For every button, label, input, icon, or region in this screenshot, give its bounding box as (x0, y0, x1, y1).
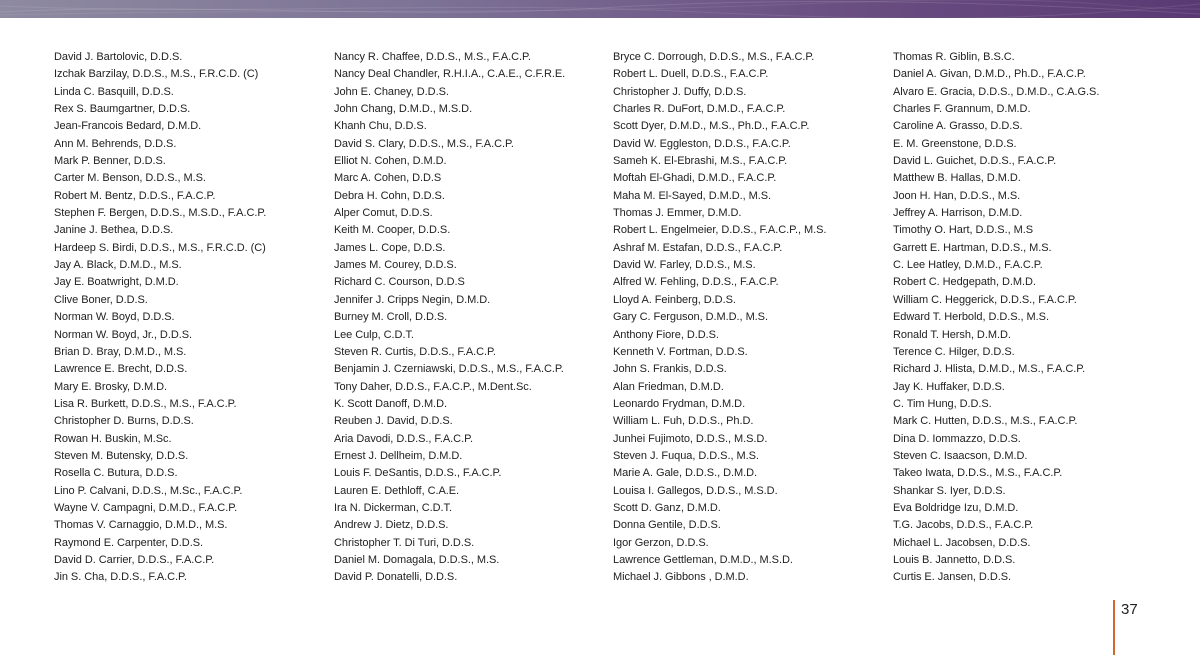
member-name: Alan Friedman, D.M.D. (613, 380, 724, 393)
member-column-2 (334, 49, 565, 587)
member-name: Mark C. Hutten, D.D.S., M.S., F.A.C.P. (893, 415, 1078, 428)
member-name: James M. Courey, D.D.S. (334, 259, 457, 272)
member-name: Ernest J. Dellheim, D.M.D. (334, 449, 463, 462)
member-name: Rex S. Baumgartner, D.D.S. (54, 103, 191, 116)
header-wave-pattern (0, 0, 1200, 18)
member-name: Joon H. Han, D.D.S., M.S. (893, 189, 1021, 202)
member-name: Hardeep S. Birdi, D.D.S., M.S., F.R.C.D. (C) (54, 241, 266, 254)
member-name: Scott D. Ganz, D.M.D. (613, 501, 721, 514)
member-name: Raymond E. Carpenter, D.D.S. (54, 536, 203, 549)
member-list (0, 49, 1200, 594)
member-name: Izchak Barzilay, D.D.S., M.S., F.R.C.D. (C) (54, 68, 259, 81)
member-name: Norman W. Boyd, D.D.S. (54, 311, 175, 324)
member-name: Marie A. Gale, D.D.S., D.M.D. (613, 467, 758, 480)
member-name: David D. Carrier, D.D.S., F.A.C.P. (54, 553, 215, 566)
member-name: Benjamin J. Czerniawski, D.D.S., M.S., F.A.C.P. (334, 363, 564, 376)
member-name: Ann M. Behrends, D.D.S. (54, 137, 177, 150)
member-name: David W. Farley, D.D.S., M.S. (613, 259, 756, 272)
member-name: Ronald T. Hersh, D.M.D. (893, 328, 1011, 341)
member-name: Igor Gerzon, D.D.S. (613, 536, 709, 549)
member-name: Jeffrey A. Harrison, D.M.D. (893, 207, 1023, 220)
member-name: Brian D. Bray, D.M.D., M.S. (54, 345, 187, 358)
member-name: Andrew J. Dietz, D.D.S. (334, 519, 449, 532)
member-name: Steven C. Isaacson, D.M.D. (893, 449, 1028, 462)
member-name: David L. Guichet, D.D.S., F.A.C.P. (893, 155, 1057, 168)
member-name: David J. Bartolovic, D.D.S. (54, 51, 183, 63)
member-name: Sameh K. El-Ebrashi, M.S., F.A.C.P. (613, 155, 788, 168)
member-name: Louisa I. Gallegos, D.D.S., M.S.D. (613, 484, 778, 497)
member-name: Daniel A. Givan, D.M.D., Ph.D., F.A.C.P. (893, 68, 1086, 81)
member-name: Rowan H. Buskin, M.Sc. (54, 432, 172, 445)
member-name: John E. Chaney, D.D.S. (334, 85, 449, 98)
member-name: Junhei Fujimoto, D.D.S., M.S.D. (613, 432, 768, 445)
member-name: Jennifer J. Cripps Negin, D.M.D. (334, 293, 491, 306)
member-name: C. Lee Hatley, D.M.D., F.A.C.P. (893, 259, 1043, 272)
member-name: K. Scott Danoff, D.M.D. (334, 397, 447, 410)
member-name: Alper Comut, D.D.S. (334, 207, 433, 220)
member-name: Lawrence E. Brecht, D.D.S. (54, 363, 188, 376)
member-name: Alfred W. Fehling, D.D.S., F.A.C.P. (613, 276, 779, 289)
member-name: Jean-Francois Bedard, D.M.D. (54, 120, 202, 133)
member-name: Lino P. Calvani, D.D.S., M.Sc., F.A.C.P. (54, 484, 243, 497)
member-name: Marc A. Cohen, D.D.S (334, 172, 442, 185)
member-name: Steven M. Butensky, D.D.S. (54, 449, 189, 462)
member-name: Thomas J. Emmer, D.M.D. (613, 207, 742, 220)
member-name: Norman W. Boyd, Jr., D.D.S. (54, 328, 193, 341)
member-name: Christopher J. Duffy, D.D.S. (613, 85, 747, 98)
member-name: E. M. Greenstone, D.D.S. (893, 137, 1017, 150)
member-name: Michael L. Jacobsen, D.D.S. (893, 536, 1031, 549)
member-name: William C. Heggerick, D.D.S., F.A.C.P. (893, 293, 1077, 306)
header-band (0, 0, 1200, 18)
member-name: Alvaro E. Gracia, D.D.S., D.M.D., C.A.G.S. (893, 85, 1100, 98)
member-name: Richard C. Courson, D.D.S (334, 276, 465, 289)
member-name: Robert L. Engelmeier, D.D.S., F.A.C.P., M.S. (613, 224, 827, 237)
member-name: Debra H. Cohn, D.D.S. (334, 189, 445, 202)
member-name: Christopher D. Burns, D.D.S. (54, 415, 194, 428)
member-name: Garrett E. Hartman, D.D.S., M.S. (893, 241, 1052, 254)
member-name: Ira N. Dickerman, C.D.T. (334, 501, 452, 514)
member-name: Aria Davodi, D.D.S., F.A.C.P. (334, 432, 473, 445)
page-number-rule (1113, 600, 1115, 655)
member-name: Gary C. Ferguson, D.M.D., M.S. (613, 311, 768, 324)
member-name: Jay A. Black, D.M.D., M.S. (54, 259, 182, 272)
member-name: Terence C. Hilger, D.D.S. (893, 345, 1015, 358)
member-name: John Chang, D.M.D., M.S.D. (334, 103, 473, 116)
member-name: Charles R. DuFort, D.M.D., F.A.C.P. (613, 103, 786, 116)
member-name: Timothy O. Hart, D.D.S., M.S (893, 224, 1033, 237)
member-name: Steven J. Fuqua, D.D.S., M.S. (613, 449, 759, 462)
member-name: John S. Frankis, D.D.S. (613, 363, 727, 376)
member-name: Tony Daher, D.D.S., F.A.C.P., M.Dent.Sc. (334, 380, 532, 393)
member-name: Shankar S. Iyer, D.D.S. (893, 484, 1006, 497)
member-name: Steven R. Curtis, D.D.S., F.A.C.P. (334, 345, 496, 358)
member-column-1 (54, 49, 266, 587)
member-name: Mary E. Brosky, D.M.D. (54, 380, 167, 393)
member-name: Thomas R. Giblin, B.S.C. (893, 51, 1015, 63)
member-column-3 (613, 49, 826, 587)
member-name: Stephen F. Bergen, D.D.S., M.S.D., F.A.C.P. (54, 207, 267, 220)
member-name: Michael J. Gibbons , D.M.D. (613, 571, 749, 584)
member-name: Louis B. Jannetto, D.D.S. (893, 553, 1016, 566)
member-column-4 (893, 49, 1099, 587)
member-name: Lisa R. Burkett, D.D.S., M.S., F.A.C.P. (54, 397, 237, 410)
member-name: Carter M. Benson, D.D.S., M.S. (54, 172, 206, 185)
member-name: Caroline A. Grasso, D.D.S. (893, 120, 1023, 133)
member-name: Takeo Iwata, D.D.S., M.S., F.A.C.P. (893, 467, 1063, 480)
member-name: Moftah El-Ghadi, D.M.D., F.A.C.P. (613, 172, 777, 185)
member-name: Rosella C. Butura, D.D.S. (54, 467, 178, 480)
member-name: Ashraf M. Estafan, D.D.S., F.A.C.P. (613, 241, 783, 254)
member-name: Nancy Deal Chandler, R.H.I.A., C.A.E., C.F.R.E. (334, 68, 566, 81)
member-name: Reuben J. David, D.D.S. (334, 415, 453, 428)
member-name: Linda C. Basquill, D.D.S. (54, 85, 174, 98)
member-name: Robert C. Hedgepath, D.M.D. (893, 276, 1036, 289)
member-name: Scott Dyer, D.M.D., M.S., Ph.D., F.A.C.P. (613, 120, 810, 133)
member-name: Matthew B. Hallas, D.M.D. (893, 172, 1021, 185)
member-name: Kenneth V. Fortman, D.D.S. (613, 345, 748, 358)
member-name: Edward T. Herbold, D.D.S., M.S. (893, 311, 1049, 324)
member-name: Jay K. Huffaker, D.D.S. (893, 380, 1005, 393)
member-name: David P. Donatelli, D.D.S. (334, 571, 458, 584)
member-name: Robert L. Duell, D.D.S., F.A.C.P. (613, 68, 769, 81)
member-name: Lee Culp, C.D.T. (334, 328, 414, 341)
member-name: David S. Clary, D.D.S., M.S., F.A.C.P. (334, 137, 514, 150)
member-name: T.G. Jacobs, D.D.S., F.A.C.P. (893, 519, 1034, 532)
page-number: 37 (1121, 601, 1138, 618)
member-name: C. Tim Hung, D.D.S. (893, 397, 992, 410)
member-name: James L. Cope, D.D.S. (334, 241, 446, 254)
member-name: Khanh Chu, D.D.S. (334, 120, 427, 133)
member-name: David W. Eggleston, D.D.S., F.A.C.P. (613, 137, 791, 150)
member-name: Anthony Fiore, D.D.S. (613, 328, 719, 341)
member-name: Charles F. Grannum, D.M.D. (893, 103, 1031, 116)
member-name: Jay E. Boatwright, D.M.D. (54, 276, 179, 289)
member-name: Lloyd A. Feinberg, D.D.S. (613, 293, 736, 306)
member-name: Clive Boner, D.D.S. (54, 293, 148, 306)
member-name: Maha M. El-Sayed, D.M.D., M.S. (613, 189, 772, 202)
member-name: Eva Boldridge Izu, D.M.D. (893, 501, 1019, 514)
member-name: Christopher T. Di Turi, D.D.S. (334, 536, 475, 549)
member-name: Lauren E. Dethloff, C.A.E. (334, 484, 460, 497)
member-name: Louis F. DeSantis, D.D.S., F.A.C.P. (334, 467, 502, 480)
member-name: Lawrence Gettleman, D.M.D., M.S.D. (613, 553, 793, 566)
member-name: Elliot N. Cohen, D.M.D. (334, 155, 447, 168)
member-name: Curtis E. Jansen, D.D.S. (893, 571, 1012, 584)
member-name: Bryce C. Dorrough, D.D.S., M.S., F.A.C.P. (613, 51, 815, 63)
member-name: Daniel M. Domagala, D.D.S., M.S. (334, 553, 500, 566)
member-name: Nancy R. Chaffee, D.D.S., M.S., F.A.C.P. (334, 51, 531, 63)
member-name: Donna Gentile, D.D.S. (613, 519, 721, 532)
member-name: Richard J. Hlista, D.M.D., M.S., F.A.C.P. (893, 363, 1086, 376)
member-name: Burney M. Croll, D.D.S. (334, 311, 448, 324)
member-name: Thomas V. Carnaggio, D.M.D., M.S. (54, 519, 228, 532)
member-name: Mark P. Benner, D.D.S. (54, 155, 166, 168)
member-name: Keith M. Cooper, D.D.S. (334, 224, 451, 237)
member-name: Robert M. Bentz, D.D.S., F.A.C.P. (54, 189, 216, 202)
member-name: Wayne V. Campagni, D.M.D., F.A.C.P. (54, 501, 238, 514)
member-name: Leonardo Frydman, D.M.D. (613, 397, 746, 410)
member-name: Dina D. Iommazzo, D.D.S. (893, 432, 1021, 445)
member-name: Jin S. Cha, D.D.S., F.A.C.P. (54, 571, 187, 584)
member-name: Janine J. Bethea, D.D.S. (54, 224, 174, 237)
member-name: William L. Fuh, D.D.S., Ph.D. (613, 415, 754, 428)
